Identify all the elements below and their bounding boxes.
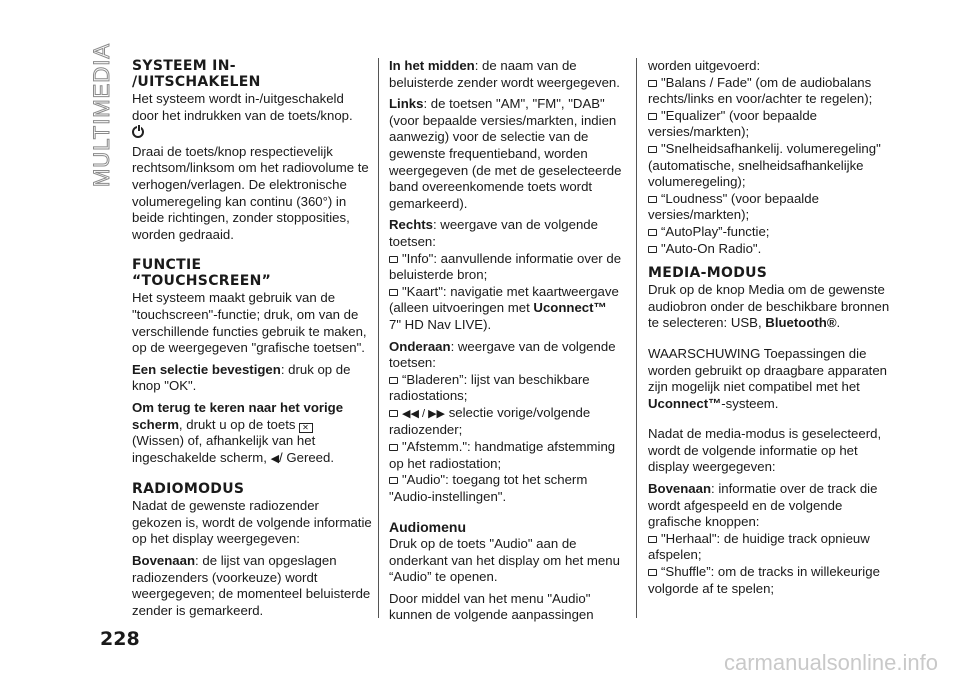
column-2 <box>389 58 625 624</box>
list-item: "Audio": toegang tot het scherm "Audio-instellingen". <box>389 472 588 504</box>
list-item: "Afstemm.": handmatige afstemming op het radiostation; <box>389 439 616 471</box>
heading-audiomenu: Audiomenu <box>389 519 466 536</box>
section-side-label: MULTIMEDIA <box>89 42 114 188</box>
paragraph: Door middel van het menu "Audio" kunnen de volgende aanpassingen <box>389 590 594 623</box>
watermark: carmanualsonline.info <box>723 650 938 675</box>
bullet-icon <box>389 256 398 263</box>
bullet-icon <box>648 569 657 576</box>
bullet-icon <box>389 477 398 484</box>
list-item: "Info": aanvullende informatie over de beluisterde bron; <box>389 250 622 283</box>
bullet-icon <box>648 146 657 153</box>
paragraph: Bovenaan: informatie over de track die wordt afgespeeld en de volgende grafische knoppen: <box>648 481 878 530</box>
column-1 <box>132 58 372 619</box>
heading-touchscreen: FUNCTIE “TOUCHSCREEN” <box>132 257 272 290</box>
paragraph: Draai de toets/knop respectievelijk rechtsom/linksom om het radiovolume te verhogen/verlagen. De elektronische volumeregeling kan continu (360°) in beide richtingen, zonder stopposities, worden gedraaid. <box>132 143 369 242</box>
heading-media-modus: MEDIA-MODUS <box>648 265 768 282</box>
paragraph: Het systeem wordt in-/uitgeschakeld door het indrukken van de toets/knop. <box>132 91 353 123</box>
bullet-icon <box>648 229 657 236</box>
list-item: “Bladeren”: lijst van beschikbare radiostations; <box>389 371 590 404</box>
bullet-icon <box>389 410 398 417</box>
paragraph: worden uitgevoerd: <box>648 58 761 73</box>
list-item: "Kaart": navigatie met kaartweergave (alleen uitvoeringen met Uconnect™ 7" HD Nav LIVE). <box>389 283 619 332</box>
bullet-icon <box>648 246 657 253</box>
list-item: ◀◀ / ▶▶ selectie vorige/volgende radiozender; <box>389 404 591 438</box>
list-item: “Shuffle”: om de tracks in willekeurige volgorde af te spelen; <box>648 564 880 596</box>
bullet-icon <box>648 113 657 120</box>
bullet-icon <box>648 196 657 203</box>
paragraph: Bovenaan: de lijst van opgeslagen radiozenders (voorkeuze) wordt weergegeven; de momenteel beluisterde zender is gemarkeerd. <box>132 553 371 618</box>
back-arrow-icon: ◀ <box>270 452 280 465</box>
bullet-icon <box>389 377 398 384</box>
paragraph: Het systeem maakt gebruik van de "touchscreen"-functie; druk, om van de verschillende functies gebruik te maken, op de weergegeven "grafische toetsen". <box>132 290 367 356</box>
heading-systeem: SYSTEEM IN- /UITSCHAKELEN <box>132 58 261 90</box>
list-item: "Equalizer" (voor bepaalde versies/markten); <box>648 107 817 140</box>
column-divider <box>378 58 379 618</box>
power-icon <box>132 126 144 138</box>
bullet-icon <box>648 536 657 543</box>
paragraph: Nadat de media-modus is geselecteerd, wordt de volgende informatie op het display weergegeven: <box>648 426 882 475</box>
paragraph: Nadat de gewenste radiozender gekozen is, wordt de volgende informatie op het display weergegeven: <box>132 498 372 547</box>
paragraph: In het midden: de naam van de beluisterde zender wordt weergegeven. <box>389 58 620 90</box>
backspace-icon: ✕ <box>299 423 313 433</box>
heading-radiomodus: RADIOMODUS <box>132 481 245 498</box>
column-3 <box>648 58 890 597</box>
paragraph: Rechts: weergave van de volgende toetsen: <box>389 217 598 249</box>
column-divider <box>636 58 637 618</box>
paragraph: Druk op de toets "Audio" aan de onderkant van het display om het menu “Audio” te openen. <box>389 536 620 585</box>
prev-next-icons: ◀◀ / ▶▶ <box>402 407 446 420</box>
paragraph: Druk op de knop Media om de gewenste audiobron onder de beschikbare bronnen te selecteren: USB, Bluetooth®. <box>648 282 890 331</box>
paragraph: WAARSCHUWING Toepassingen die worden gebruikt op draagbare apparaten zijn mogelijk niet compatibel met het Uconnect™-systeem. <box>648 345 888 411</box>
bullet-icon <box>389 444 398 451</box>
list-item: “AutoPlay”-functie; <box>648 224 890 241</box>
list-item: "Auto-On Radio". <box>648 241 890 258</box>
paragraph: Links: de toetsen "AM", "FM", "DAB" (voor bepaalde versies/markten, indien aanwezig) voor de selectie van de gewenste frequentieband, worden weergegeven (de met de geselecteerde band overeenkomende toets wordt gemarkeerd). <box>389 96 622 211</box>
paragraph: Een selectie bevestigen: druk op de knop "OK". <box>132 361 351 394</box>
page-number: 228 <box>100 628 140 650</box>
paragraph: Om terug te keren naar het vorige scherm, drukt u op de toets ✕ (Wissen) of, afhankelijk van het ingeschakelde scherm, ◀/ Gereed. <box>132 399 344 465</box>
list-item: "Herhaal": de huidige track opnieuw afspelen; <box>648 530 870 563</box>
list-item: "Balans / Fade" (om de audiobalans rechts/links en voor/achter te regelen); <box>648 74 873 107</box>
list-item: "Snelheidsafhankelij. volumeregeling" (automatische, snelheidsafhankelijke volumeregeling); <box>648 140 881 190</box>
bullet-icon <box>389 289 398 296</box>
list-item: “Loudness" (voor bepaalde versies/markten); <box>648 190 819 223</box>
bullet-icon <box>648 80 657 87</box>
paragraph: Onderaan: weergave van de volgende toetsen: <box>389 338 616 371</box>
